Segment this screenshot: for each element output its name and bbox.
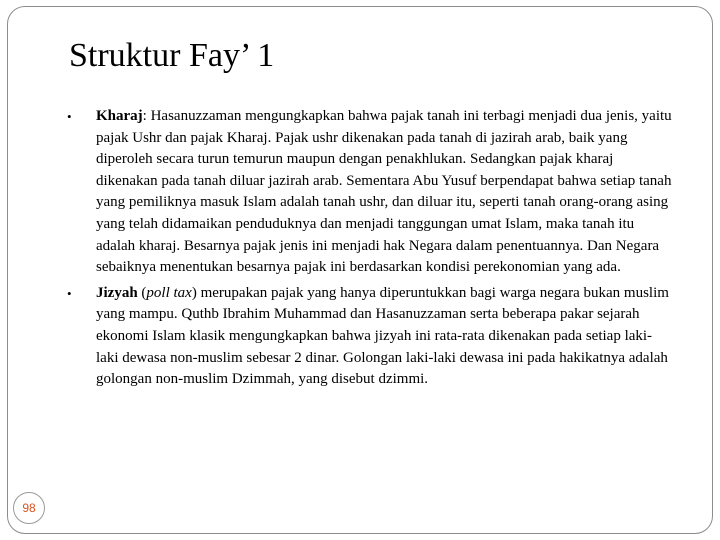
page-number: 98 (22, 501, 36, 515)
bullet-text (96, 106, 674, 279)
bullet-italic-term: poll tax (146, 284, 192, 301)
bullet-list (64, 106, 674, 395)
page-number-badge (13, 492, 45, 524)
bullet-term: Jizyah (96, 284, 138, 301)
paren-close: ) (191, 284, 201, 301)
bullet-body: Hasanuzzaman mengungkapkan bahwa pajak tanah ini terbagi menjadi dua jenis, yaitu pajak Ushr dan pajak Kharaj. Pajak ushr dikenakan pada tanah di jazirah arab, baik yang diperoleh secara turun temurun maupun dengan penakhlukan. Sedangkan pajak kharaj dikenakan pada tanah diluar jazirah arab. Sementara Abu Yusuf berpendapat bahwa setiap tanah yang pemiliknya masuk Islam adalah tanah ushr, dan diluar itu, seperti tanah orang-orang asing yang telah didamaikan penduduknya dan menjadi tanggungan umat Islam, maka tanah itu adalah kharaj. Besarnya pajak jenis ini menjadi hak Negara dalam penentuannya. Dan Negara sebaiknya menentukan besarnya pajak ini berdasarkan kondisi perekonomian yang ada. (96, 108, 672, 276)
paren-open: ( (137, 284, 147, 301)
bullet-text (96, 283, 674, 391)
bullet-jizyah (64, 283, 674, 391)
slide-title: Struktur Fay’ 1 (69, 37, 275, 74)
bullet-dot-icon: • (67, 285, 72, 301)
bullet-dot-icon: • (67, 109, 72, 124)
bullet-body: merupakan pajak yang hanya diperuntukkan bagi warga negara bukan muslim yang mampu. Quthb Ibrahim Muhammad dan Hasanuzzaman serta beberapa pakar sejarah ekonomi Islam klasik mengungkapkan bahwa jizyah ini rata-rata dikenakan pada setiap laki-laki dewasa non-muslim sebesar 2 dinar. Golongan laki-laki dewasa ini pada hakikatnya adalah golongan non-muslim Dzimmah, yang disebut dzimmi. (96, 284, 669, 388)
slide (7, 6, 713, 534)
bullet-term: Kharaj (96, 108, 143, 124)
bullet-separator: : (142, 108, 151, 124)
bullet-kharaj (64, 106, 674, 279)
